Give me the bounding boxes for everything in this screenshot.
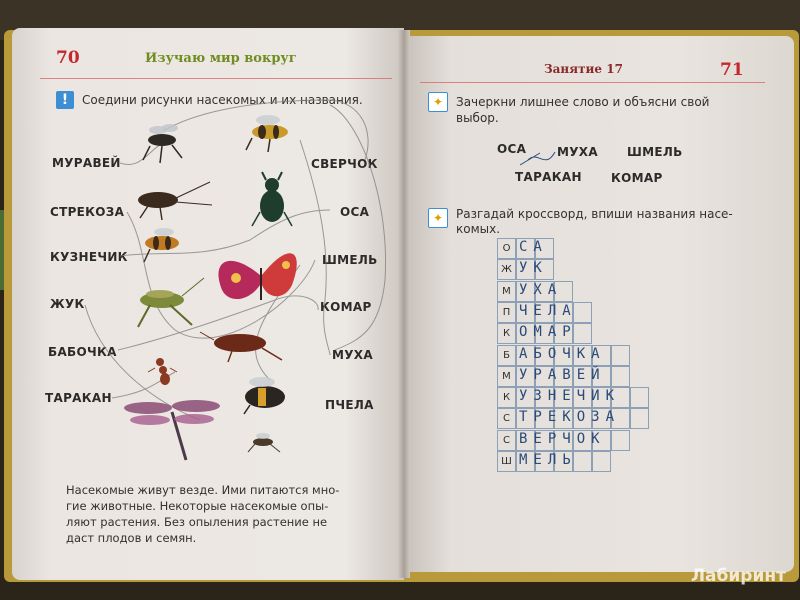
crossword-first-letter[interactable]: Ш (497, 451, 516, 472)
word-babochka: БАБОЧКА (48, 345, 117, 359)
crossword-first-letter[interactable]: К (497, 323, 516, 344)
word-osa: ОСА (340, 205, 370, 219)
crossword-first-letter[interactable]: М (497, 281, 516, 302)
info-paragraph-line-3: ляют растения. Без опыления растение не (66, 515, 328, 529)
crossword-cell[interactable] (611, 345, 630, 366)
running-title: Изучаю мир вокруг (145, 51, 297, 66)
word-mukha: МУХА (332, 348, 373, 362)
crossword-first-letter[interactable]: С (497, 430, 516, 451)
odd-word-osa: ОСА (497, 142, 527, 156)
odd-word-shmel: ШМЕЛЬ (627, 145, 683, 159)
lightbulb-icon: ✦ (428, 92, 448, 112)
word-komar: КОМАР (320, 300, 372, 314)
crossword-cell[interactable] (630, 387, 649, 408)
crossword-first-letter[interactable]: О (497, 238, 516, 259)
crossword-first-letter[interactable]: С (497, 408, 516, 429)
lesson-label: Занятие 17 (544, 62, 623, 76)
crossword-handwritten-answer: УЗНЕЧИК (519, 388, 621, 405)
crossword-handwritten-answer: АБОЧКА (519, 345, 606, 362)
word-pchela: ПЧЕЛА (325, 398, 374, 412)
crossword-handwritten-answer: ЧЕЛА (519, 302, 577, 319)
word-sverchok: СВЕРЧОК (311, 157, 378, 171)
info-paragraph-line-4: даст плодов и семян. (66, 531, 197, 545)
word-strekoza: СТРЕКОЗА (50, 205, 125, 219)
crossword-handwritten-answer: ОМАР (519, 324, 577, 341)
lightbulb-icon-2: ✦ (428, 208, 448, 228)
task-text: Соедини рисунки насекомых и их названия. (82, 93, 363, 107)
watermark: Лабиринт (690, 566, 786, 586)
crossword-cell[interactable] (630, 408, 649, 429)
crossword-handwritten-answer: СА (519, 239, 548, 255)
info-paragraph-line-2: гие животные. Некоторые насекомые опы- (66, 499, 329, 513)
crossword-cell[interactable] (611, 430, 630, 451)
crossword-handwritten-answer: УХА (519, 281, 563, 298)
crossword-cell[interactable] (611, 366, 630, 387)
word-zhuk: ЖУК (50, 297, 85, 311)
odd-word-tarakan: ТАРАКАН (515, 170, 582, 184)
crossword-first-letter[interactable]: М (497, 366, 516, 387)
word-kuznechik: КУЗНЕЧИК (50, 250, 128, 264)
crossword-handwritten-answer: УРАВЕЙ (519, 366, 606, 383)
task2-line-2: комых. (456, 222, 501, 236)
crossword-first-letter[interactable]: К (497, 387, 516, 408)
left-page-number: 70 (56, 48, 80, 68)
odd-word-mukha: МУХА (557, 145, 598, 159)
crossword-cell[interactable] (592, 451, 611, 472)
task1-line-1: Зачеркни лишнее слово и объясни свой (456, 95, 710, 109)
crossword-first-letter[interactable]: П (497, 302, 516, 323)
task-badge: ! (56, 91, 74, 109)
task1-line-2: выбор. (456, 111, 499, 125)
task2-line-1: Разгадай кроссворд, впиши названия насе- (456, 207, 733, 221)
crossword-first-letter[interactable]: Б (497, 345, 516, 366)
crossword-handwritten-answer: ВЕРЧОК (519, 430, 606, 447)
word-tarakan: ТАРАКАН (45, 391, 112, 405)
crossword-handwritten-answer: МЕЛЬ (519, 452, 577, 468)
info-paragraph-line-1: Насекомые живут везде. Ими питаются мно- (66, 483, 340, 497)
word-muravey: МУРАВЕЙ (52, 156, 121, 170)
crossword-handwritten-answer: ТРЕКОЗА (519, 409, 621, 426)
word-shmel: ШМЕЛЬ (322, 253, 378, 267)
crossword-handwritten-answer: УК (519, 260, 548, 277)
odd-word-komar: КОМАР (611, 171, 663, 185)
crossword-first-letter[interactable]: Ж (497, 259, 516, 280)
right-page-number: 71 (720, 60, 744, 80)
